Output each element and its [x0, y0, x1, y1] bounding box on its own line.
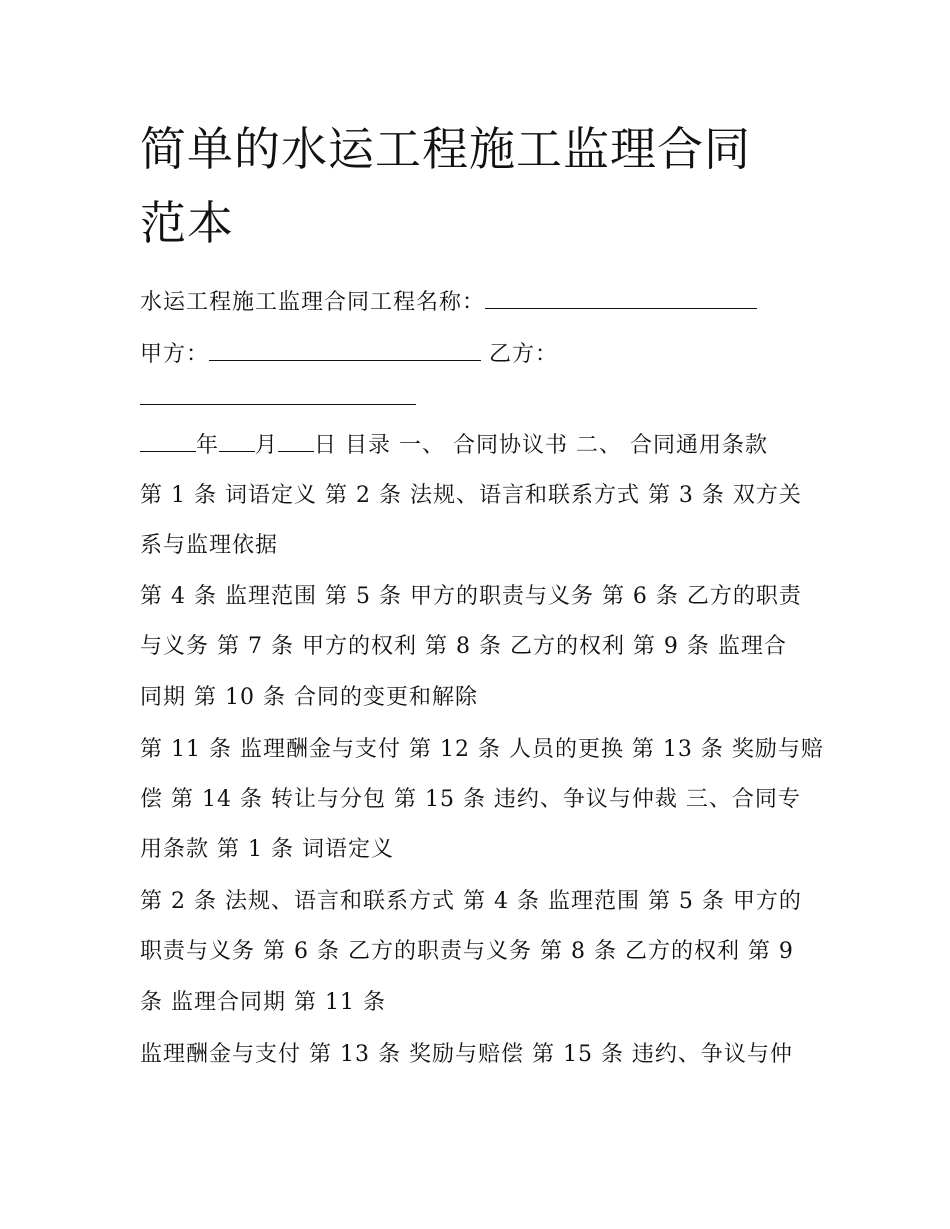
toc-line: 系与监理依据: [140, 533, 279, 558]
toc-line: 监理酬金与支付 第 13 条 奖励与赔偿 第 15 条 违约、争议与仲: [140, 1042, 793, 1067]
project-name-label: 水运工程施工监理合同工程名称：: [140, 290, 486, 315]
month-char: 月: [255, 433, 279, 458]
day-blank: [278, 429, 314, 452]
toc-line: 同期 第 10 条 合同的变更和解除: [140, 685, 478, 710]
project-name-blank: [485, 286, 757, 309]
toc-line: 第 1 条 词语定义 第 2 条 法规、语言和联系方式 第 3 条 双方关: [140, 483, 802, 508]
project-name-line: [140, 286, 820, 318]
month-blank: [219, 429, 255, 452]
toc-line: 与义务 第 7 条 甲方的权利 第 8 条 乙方的权利 第 9 条 监理合: [140, 634, 787, 659]
toc-line: 第 2 条 法规、语言和联系方式 第 4 条 监理范围 第 5 条 甲方的: [140, 889, 802, 914]
party-b-blank-line: [140, 382, 820, 414]
day-toc-text: 日 目录 一、 合同协议书 二、 合同通用条款: [314, 433, 768, 458]
year-char: 年: [196, 433, 220, 458]
party-b-blank: [140, 382, 416, 405]
date-toc-line: [140, 429, 820, 461]
toc-line: 职责与义务 第 6 条 乙方的职责与义务 第 8 条 乙方的权利 第 9: [140, 939, 794, 964]
title-line-2: 范本: [140, 196, 234, 250]
parties-line: [140, 338, 820, 370]
toc-line: 偿 第 14 条 转让与分包 第 15 条 违约、争议与仲裁 三、合同专: [140, 787, 801, 812]
party-a-label: 甲方：: [140, 342, 210, 367]
document-title: [140, 112, 820, 260]
toc-line: 第 4 条 监理范围 第 5 条 甲方的职责与义务 第 6 条 乙方的职责: [140, 584, 802, 609]
party-b-label: 乙方：: [489, 342, 559, 367]
toc-line: 用条款 第 1 条 词语定义: [140, 837, 394, 862]
title-line-1: 简单的水运工程施工监理合同: [140, 122, 751, 176]
toc-line: 条 监理合同期 第 11 条: [140, 990, 386, 1015]
year-blank: [140, 429, 196, 452]
toc-line: 第 11 条 监理酬金与支付 第 12 条 人员的更换 第 13 条 奖励与赔: [140, 737, 824, 762]
party-a-blank: [209, 338, 481, 361]
